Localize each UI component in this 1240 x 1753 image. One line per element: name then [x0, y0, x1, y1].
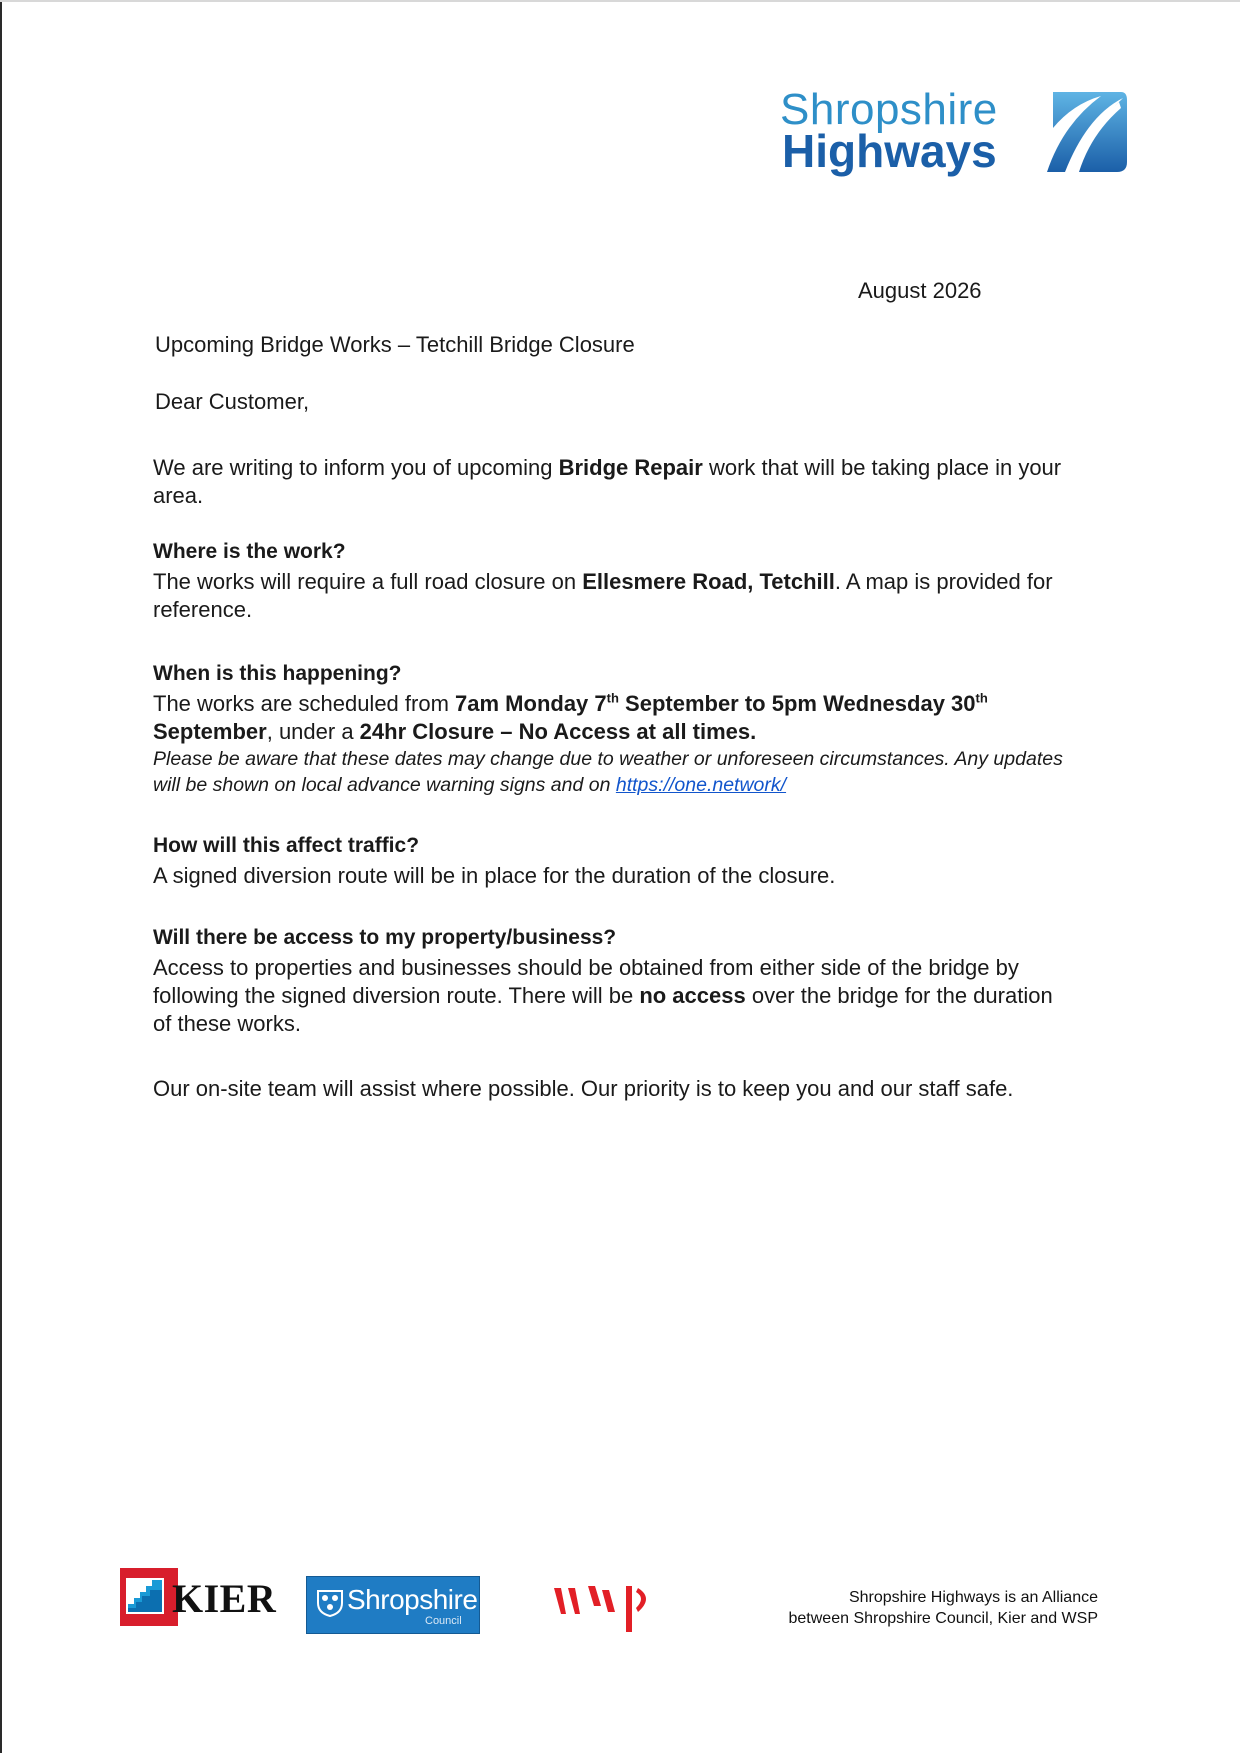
page-top-edge — [0, 0, 1240, 2]
where-text: The works will require a full road closure on — [153, 569, 583, 594]
where-section — [153, 538, 1073, 624]
council-subtitle: Council — [425, 1615, 462, 1627]
access-section — [153, 924, 1073, 1038]
intro-bold: Bridge Repair — [558, 455, 703, 480]
when-note: Please be aware that these dates may change due to weather or unforeseen circumstances. Any updates will be shown on local advance warning signs and on https://one.network/ — [153, 748, 1063, 796]
kier-logo — [120, 1568, 280, 1628]
kier-flag-icon — [120, 1568, 178, 1626]
access-heading: Will there be access to my property/business? — [153, 926, 617, 949]
traffic-section — [153, 832, 1073, 890]
wsp-logo — [552, 1574, 674, 1634]
closing-text: Our on-site team will assist where possible. Our priority is to keep you and our staff safe. — [153, 1076, 1014, 1101]
logo-line-2: Highways — [782, 125, 997, 177]
intro-text: We are writing to inform you of upcoming — [153, 455, 559, 480]
letter-salutation: Dear Customer, — [155, 389, 310, 414]
svg-text:wsp: wsp — [552, 1574, 554, 1575]
where-text-end: . A map is provided for reference. — [153, 569, 1053, 622]
when-dates: 7am Monday 7th September to 5pm Wednesday 30th September — [153, 690, 988, 744]
alliance-line-1: Shropshire Highways is an Alliance — [848, 1589, 1098, 1606]
shropshire-council-logo — [306, 1576, 480, 1634]
intro-text-end: work that will be taking place in your area. — [153, 455, 1062, 508]
where-location: Ellesmere Road, Tetchill — [582, 569, 835, 594]
when-heading: When is this happening? — [153, 662, 402, 685]
shropshire-highways-logo — [780, 86, 1130, 178]
when-text: The works are scheduled from — [153, 691, 456, 716]
road-swoosh-icon — [1035, 88, 1130, 178]
access-text: Access to properties and businesses should be obtained from either side of the bridge by following the signed diversion route. There will be — [153, 955, 1019, 1008]
letter-date: August 2026 — [858, 278, 982, 303]
alliance-statement — [720, 1587, 1098, 1629]
when-closure: 24hr Closure – No Access at all times. — [359, 719, 757, 744]
access-bold: no access — [639, 983, 746, 1008]
letter-subject: Upcoming Bridge Works – Tetchill Bridge Closure — [155, 332, 635, 357]
council-crest-icon — [315, 1587, 345, 1617]
one-network-link[interactable]: https://one.network/ — [615, 774, 787, 796]
where-heading: Where is the work? — [153, 540, 346, 563]
access-text-end: over the bridge for the duration of these works. — [153, 983, 1053, 1036]
council-name: Shropshire — [347, 1584, 478, 1615]
intro-paragraph — [153, 454, 1073, 510]
kier-wordmark: KIER — [172, 1576, 277, 1621]
traffic-text: A signed diversion route will be in place for the duration of the closure. — [153, 863, 836, 888]
when-section — [153, 660, 1073, 798]
logo-line-1: Shropshire — [780, 85, 998, 134]
closing-paragraph — [153, 1075, 1073, 1103]
alliance-line-2: between Shropshire Council, Kier and WSP — [788, 1610, 1098, 1627]
when-text-mid: , under a — [266, 719, 360, 744]
traffic-heading: How will this affect traffic? — [153, 834, 420, 857]
page-left-edge — [0, 0, 2, 1753]
